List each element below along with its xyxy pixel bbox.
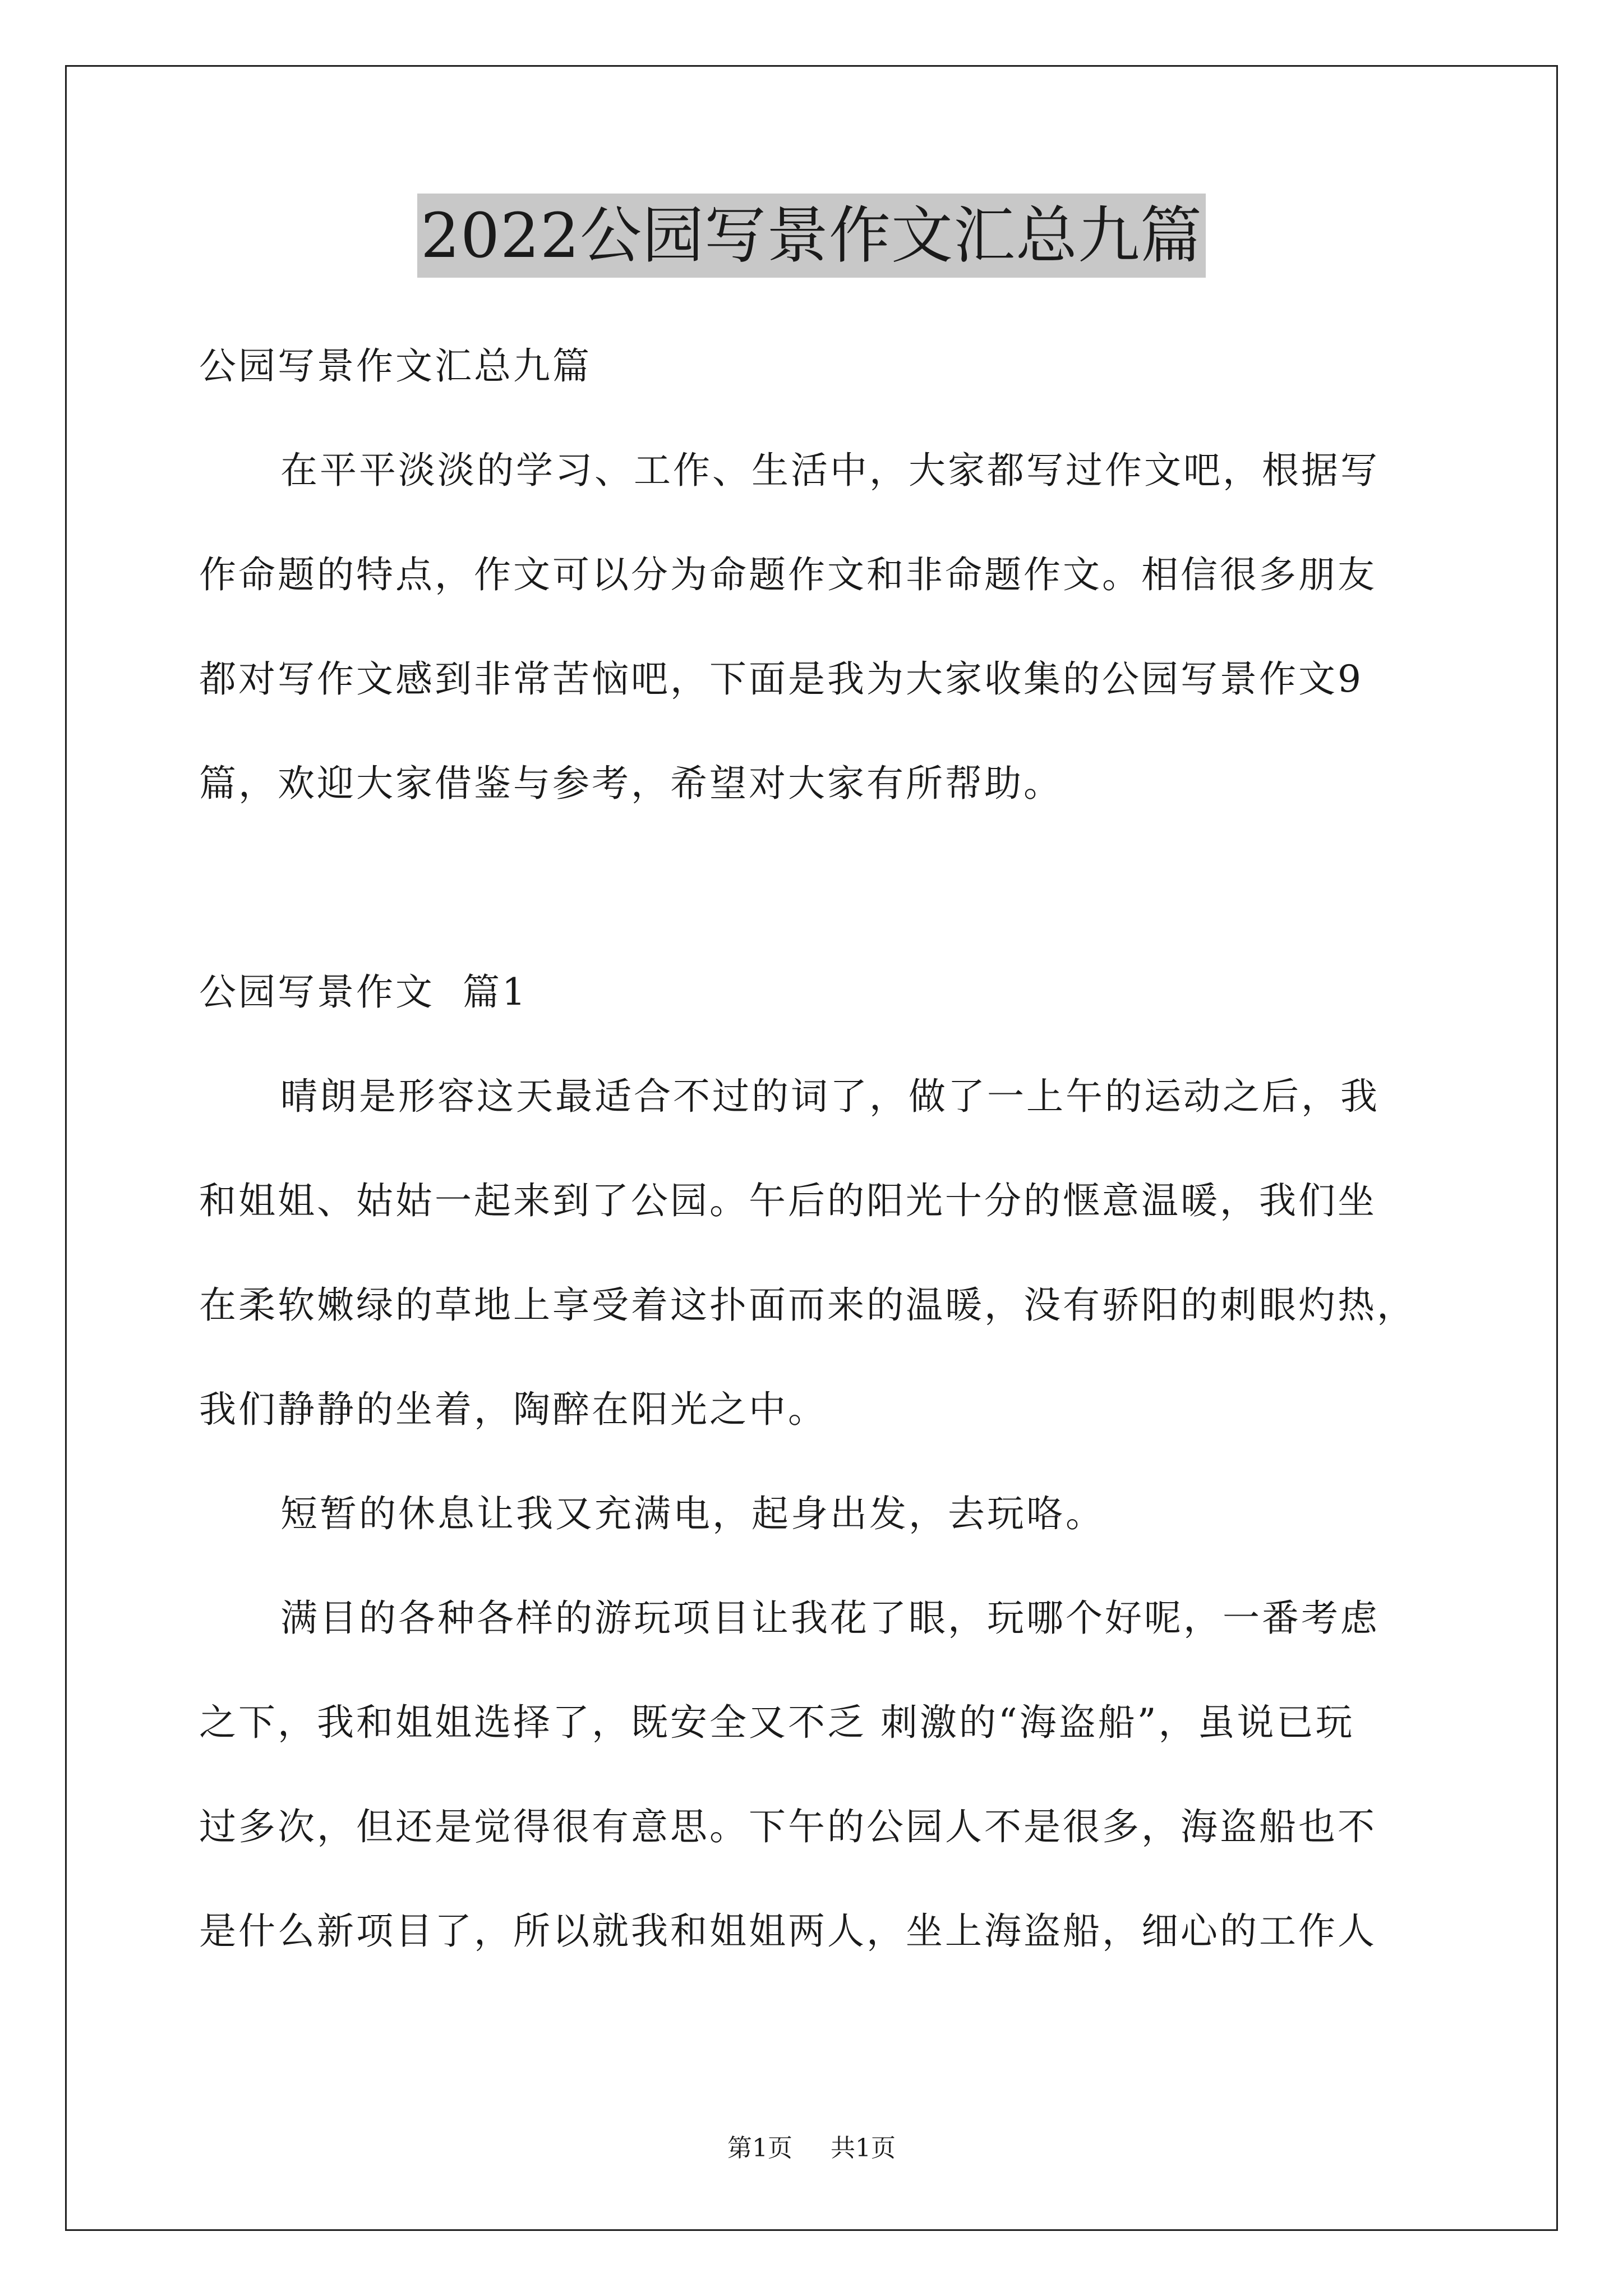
document-title: 2022公园写景作文汇总九篇 — [417, 194, 1206, 278]
paragraph-2 — [199, 1462, 1433, 1566]
text-line: 和姐姐、姑姑一起来到了公园。午后的阳光十分的惬意温暖，我们坐 — [199, 1179, 1377, 1222]
blank-line — [199, 836, 1433, 940]
text-line: 作命题的特点，作文可以分为命题作文和非命题作文。相信很多朋友 — [199, 553, 1377, 596]
page-footer — [0, 2132, 1623, 2165]
text-line: 在平平淡淡的学习、工作、生活中，大家都写过作文吧，根据写 — [280, 449, 1380, 492]
text-line: 都对写作文感到非常苦恼吧，下面是我为大家收集的公园写景作文9 — [199, 657, 1363, 701]
document-body — [199, 314, 1433, 1984]
text-line: 满目的各种各样的游玩项目让我花了眼，玩哪个好呢，一番考虑 — [280, 1596, 1380, 1640]
text-line: 晴朗是形容这天最适合不过的词了，做了一上午的运动之后，我 — [280, 1075, 1380, 1118]
title-container — [0, 194, 1623, 278]
paragraph-3 — [199, 1566, 1433, 1984]
section-heading: 公园写景作文 篇1 — [199, 970, 528, 1014]
text-line: 过多次，但还是觉得很有意思。下午的公园人不是很多，海盗船也不 — [199, 1805, 1377, 1848]
text-line: 篇，欢迎大家借鉴与参考，希望对大家有所帮助。 — [199, 762, 1063, 805]
text-line: 短暂的休息让我又充满电，起身出发，去玩咯。 — [280, 1492, 1105, 1535]
text-line: 我们静静的坐着，陶醉在阳光之中。 — [199, 1388, 827, 1431]
text-line: 之下，我和姐姐选择了，既安全又不乏 刺激的“海盗船”，虽说已玩 — [199, 1701, 1355, 1744]
intro-paragraph — [199, 418, 1433, 836]
subtitle: 公园写景作文汇总九篇 — [199, 344, 592, 388]
page-number: 第1页 共1页 — [727, 2134, 896, 2162]
text-line: 在柔软嫩绿的草地上享受着这扑面而来的温暖，没有骄阳的刺眼灼热， — [199, 1283, 1416, 1327]
text-line: 是什么新项目了，所以就我和姐姐两人，坐上海盗船，细心的工作人 — [199, 1910, 1377, 1953]
paragraph-1 — [199, 1045, 1433, 1462]
